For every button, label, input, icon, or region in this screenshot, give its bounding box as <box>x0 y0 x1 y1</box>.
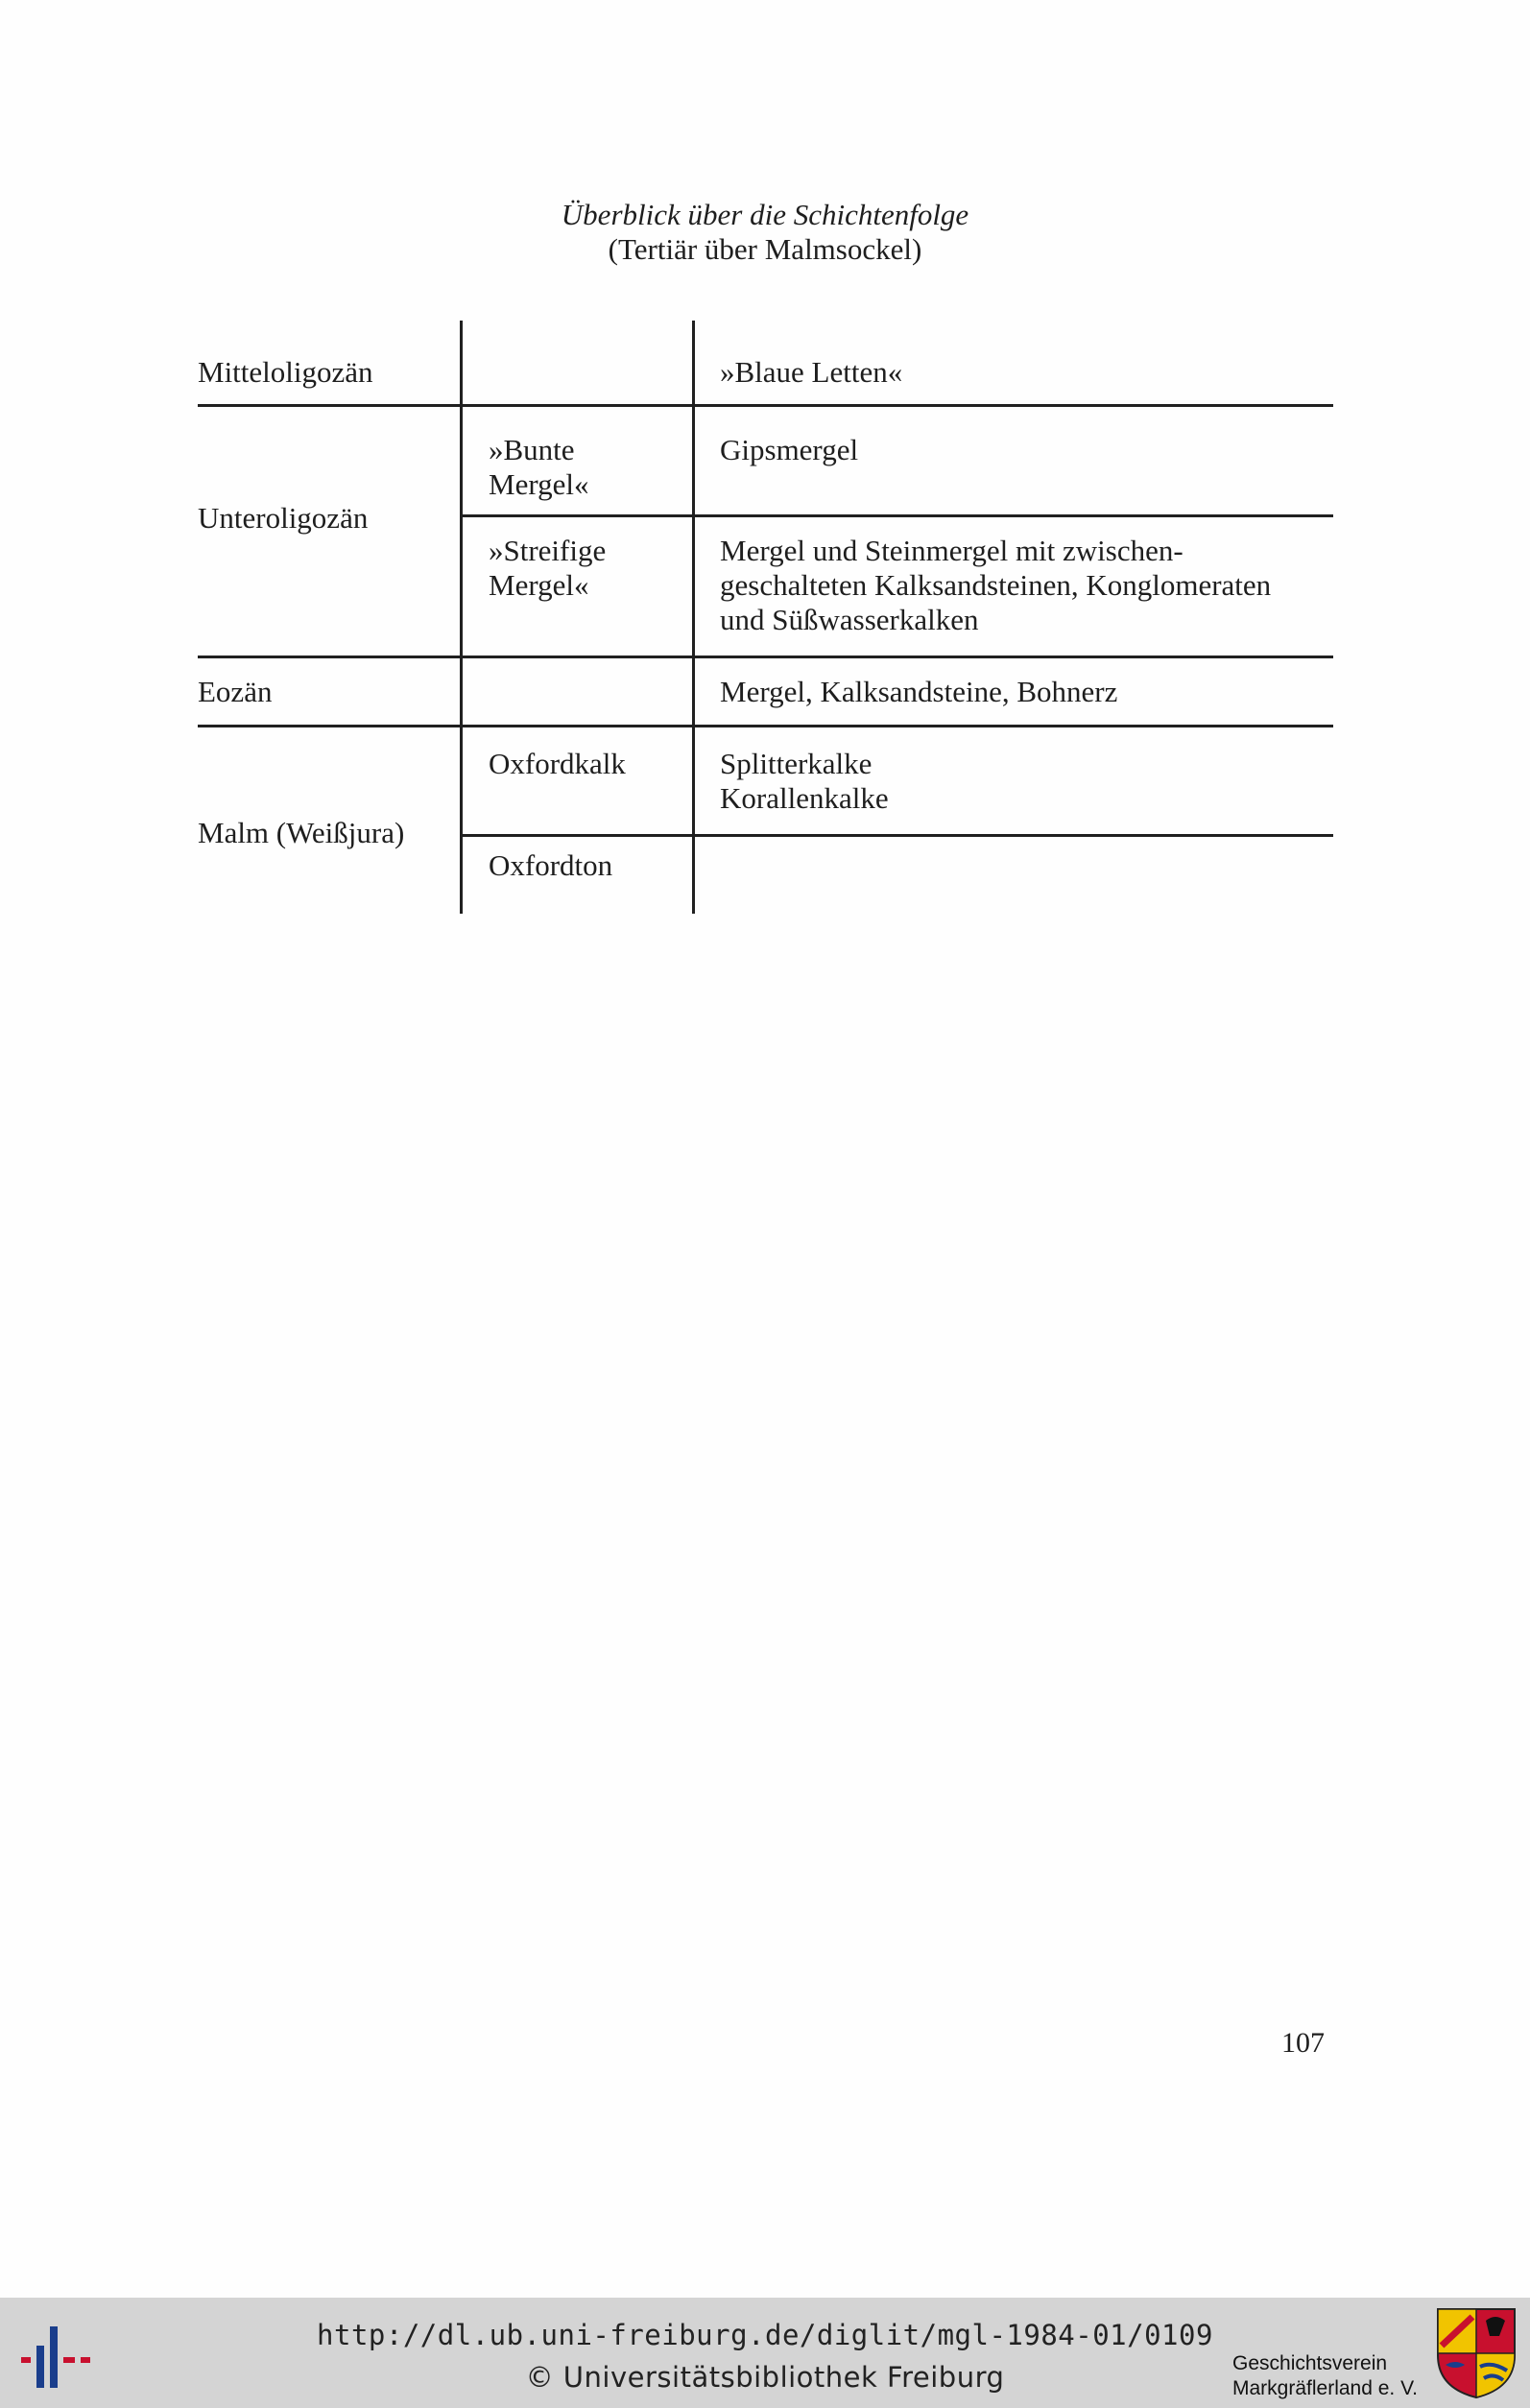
table-cell-epoch: Mitteloligozän <box>198 355 373 389</box>
publisher-name-line: Geschichtsverein <box>1232 2352 1388 2374</box>
publisher-name <box>1232 2351 1418 2401</box>
document-subtitle: (Tertiär über Malmsockel) <box>608 232 922 266</box>
table-row-divider <box>198 656 1333 658</box>
copyright-notice: © Universitätsbibliothek Freiburg <box>525 2361 1005 2394</box>
document-url-link[interactable]: http://dl.ub.uni-freiburg.de/diglit/mgl-1984-01/0109 <box>317 2319 1213 2351</box>
table-cell-lithology: Korallenkalke <box>720 781 889 815</box>
table-cell-lithology: Mergel, Kalksandsteine, Bohnerz <box>720 675 1118 708</box>
footer-bar <box>0 2298 1530 2408</box>
table-cell-unit: »Bunte <box>489 433 575 466</box>
table-cell-unit: »Streifige <box>489 534 607 567</box>
table-row-divider <box>460 834 1333 837</box>
table-cell-epoch: Unteroligozän <box>198 501 369 535</box>
coat-of-arms-icon <box>1436 2307 1517 2399</box>
publisher-name-line: Markgräflerland e. V. <box>1232 2377 1418 2399</box>
table-cell-lithology: »Blaue Letten« <box>720 355 903 389</box>
table-cell-unit: Oxfordkalk <box>489 747 626 780</box>
table-row-divider <box>198 404 1333 407</box>
table-cell-lithology: geschalteten Kalksandsteinen, Konglomeraten <box>720 568 1272 602</box>
document-title: Überblick über die Schichtenfolge <box>561 198 969 231</box>
table-cell-unit: Mergel« <box>489 467 589 501</box>
table-column-divider <box>460 321 463 914</box>
table-cell-epoch: Malm (Weißjura) <box>198 816 405 849</box>
table-cell-lithology: und Süßwasserkalken <box>720 603 979 636</box>
table-row-divider <box>460 514 1333 517</box>
table-cell-lithology: Splitterkalke <box>720 747 873 780</box>
table-cell-lithology: Mergel und Steinmergel mit zwischen- <box>720 534 1183 567</box>
table-cell-lithology: Gipsmergel <box>720 433 859 466</box>
table-row-divider <box>198 725 1333 727</box>
page-number: 107 <box>1281 2027 1325 2059</box>
table-column-divider <box>692 321 695 914</box>
table-cell-epoch: Eozän <box>198 675 273 708</box>
table-cell-unit: Mergel« <box>489 568 589 602</box>
table-cell-unit: Oxfordton <box>489 848 613 882</box>
